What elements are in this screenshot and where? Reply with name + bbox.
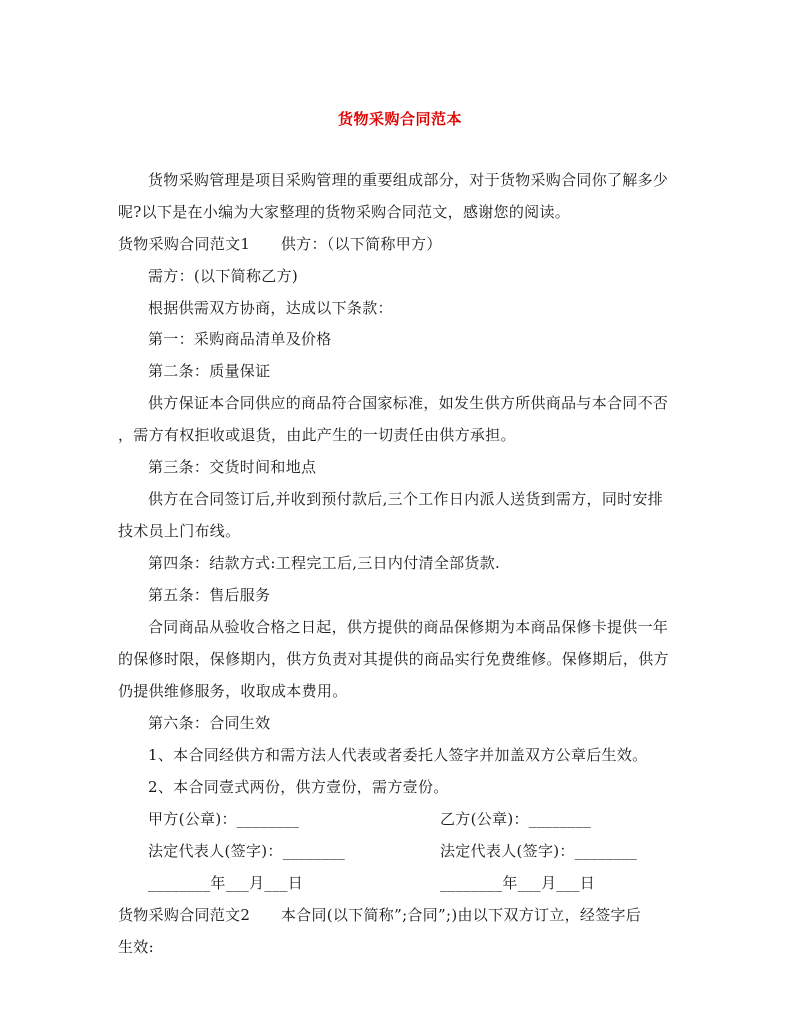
sample-1-heading: 货物采购合同范文1 供方：（以下简称甲方） — [118, 235, 442, 253]
clause-5-text-2: 的保修时限，保修期内，供方负责对其提供的商品实行免费维修。保修期后，供方 — [118, 650, 669, 668]
clause-3-text-1: 供方在合同签订后,并收到预付款后,三个工作日内派人送货到需方，同时安排 — [148, 490, 664, 508]
agreement-line: 根据供需双方协商，达成以下条款： — [148, 299, 393, 317]
clause-6-title: 第六条：合同生效 — [148, 714, 271, 732]
party-a-seal: 甲方(公章)：________ — [148, 810, 300, 828]
clause-5-title: 第五条：售后服务 — [148, 586, 271, 604]
clause-5-text-3: 仍提供维修服务，收取成本费用。 — [118, 682, 348, 700]
clause-1-title: 第一：采购商品清单及价格 — [148, 330, 332, 348]
clause-3-text-2: 技术员上门布线。 — [118, 522, 241, 540]
clause-6-item-1: 1、本合同经供方和需方法人代表或者委托人签字并加盖双方公章后生效。 — [148, 746, 648, 764]
party-b-date: ________年___月___日 — [440, 874, 596, 892]
clause-5-text-1: 合同商品从验收合格之日起，供方提供的商品保修期为本商品保修卡提供一年 — [148, 618, 669, 636]
buyer-line: 需方：(以下简称乙方) — [148, 267, 299, 285]
intro-line-1: 货物采购管理是项目采购管理的重要组成部分，对于货物采购合同你了解多少 — [148, 171, 669, 189]
party-b-representative: 法定代表人(签字)：________ — [440, 842, 638, 860]
clause-2-text-1: 供方保证本合同供应的商品符合国家标准，如发生供方所供商品与本合同不否 — [148, 394, 669, 412]
clause-4: 第四条：结款方式:工程完工后,三日内付清全部货款. — [148, 554, 501, 572]
sample-2-heading: 货物采购合同范文2 本合同(以下简称”;合同”;)由以下双方订立，经签字后 — [118, 906, 642, 924]
sample-2-text: 生效: — [118, 938, 154, 956]
document-title: 货物采购合同范本 — [337, 110, 462, 128]
clause-3-title: 第三条：交货时间和地点 — [148, 458, 317, 476]
clause-6-item-2: 2、本合同壹式两份，供方壹份，需方壹份。 — [148, 778, 449, 796]
party-a-representative: 法定代表人(签字)：________ — [148, 842, 346, 860]
clause-2-title: 第二条：质量保证 — [148, 362, 271, 380]
clause-2-text-2: ，需方有权拒收或退货，由此产生的一切责任由供方承担。 — [118, 426, 516, 444]
intro-line-2: 呢?以下是在小编为大家整理的货物采购合同范文，感谢您的阅读。 — [118, 203, 571, 221]
party-b-seal: 乙方(公章)：________ — [440, 810, 592, 828]
party-a-date: ________年___月___日 — [148, 874, 304, 892]
